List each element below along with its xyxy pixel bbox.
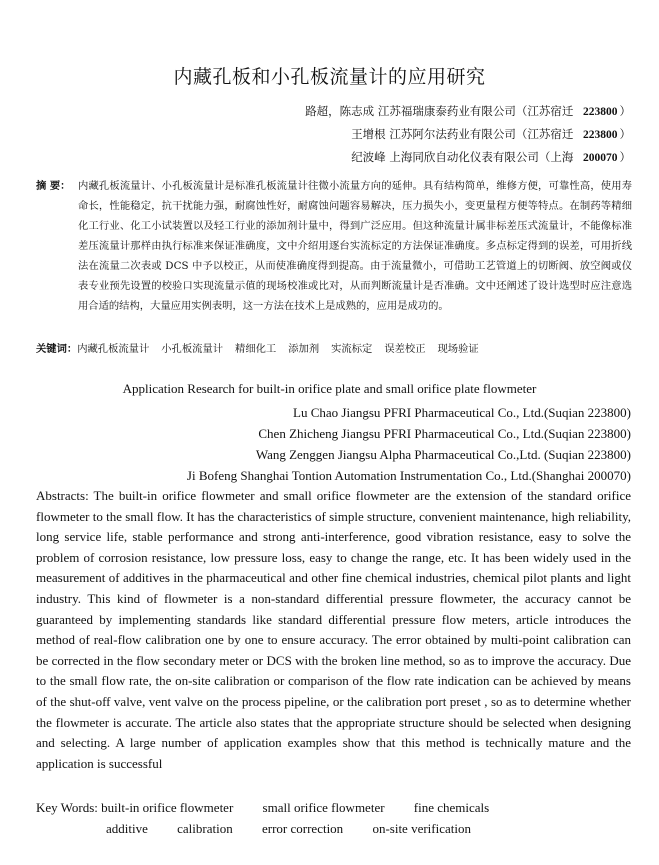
keyword: 添加剂 <box>288 343 320 355</box>
abstract-cn <box>36 176 632 316</box>
author-name: 路超，陈志成 <box>305 104 375 118</box>
abstract-en: Abstracts: The built-in orifice flowmeter and small orifice flowmeter are the extension of the standard orifice flowmeter to the small flow. It has the characteristics of simple structure, convenient maintenance, high reliability, long service life, stable performance and strong anti-interference, good vibration resistance, easy to solve the problem of corrosion resistance, low pressure loss, easy to change the range, etc. It has been widely used in the measurement of additives in the pharmaceutical and other fine chemical industries, chemical pilot plants and light industry. This kind of flowmeter is a non-standard differential pressure flowmeter, the accuracy cannot be guaranteed by implementing standards like standard differential pressure flow meters, article introduces the method of real-flow calibration one by one to ensure accuracy. The error obtained by multi-point calibration can be corrected in the flow secondary meter or DCS with the broken line method, so as to improve the accuracy. Due to the small flow rate, the on-site calibration or comparison of the flow rate indication can be achieved by means of the shut-off valve, vent valve on the process pipeline, or the calibration port preset , so as to determine whether the flowmeter is accurate. The article also states that the appropriate structure should be selected when designing and selecting. A large number of application examples show that this method is technically mature and the application is successful <box>36 488 631 771</box>
close-paren: ） <box>619 150 631 164</box>
keyword: 现场验证 <box>437 343 479 355</box>
authors-en <box>31 402 631 486</box>
author-name: 纪波峰 <box>351 150 386 164</box>
author-line-1 <box>31 100 631 123</box>
postal-code: 223800 <box>583 106 618 118</box>
author-name: 王增根 <box>351 127 386 141</box>
keyword: error correction <box>261 821 344 836</box>
authors-cn <box>31 100 631 169</box>
keyword: on-site verification <box>372 821 471 836</box>
keywords-en-row-1 <box>36 797 636 818</box>
keyword: small orifice flowmeter <box>262 800 385 815</box>
paper-title-cn: 内藏孔板和小孔板流量计的应用研究 <box>173 66 486 88</box>
author-line-2 <box>31 123 631 146</box>
paper-title-en: Application Research for built-in orifice plate and small orifice plate flowmeter <box>122 381 537 396</box>
close-paren: ） <box>619 104 631 118</box>
author-line-3 <box>31 146 631 169</box>
author-en-line: Wang Zenggen Jiangsu Alpha Pharmaceutical Co.,Ltd. (Suqian 223800) <box>255 447 631 462</box>
keyword: 小孔板流量计 <box>161 343 224 355</box>
abstract-cn-label: 摘 要： <box>36 180 71 192</box>
keywords-cn <box>36 339 636 359</box>
keywords-en-label: Key Words: <box>36 800 98 815</box>
author-affiliation: 江苏福瑞康泰药业有限公司（江苏宿迁 <box>377 104 574 118</box>
keyword: calibration <box>177 821 233 836</box>
author-affiliation: 江苏阿尔法药业有限公司（江苏宿迁 <box>389 127 574 141</box>
keyword: 实流标定 <box>331 343 373 355</box>
keyword: 精细化工 <box>235 343 277 355</box>
author-en-line: Chen Zhicheng Jiangsu PFRI Pharmaceutical Co., Ltd.(Suqian 223800) <box>258 426 631 441</box>
close-paren: ） <box>619 127 631 141</box>
author-affiliation: 上海同欣自动化仪表有限公司（上海 <box>389 150 574 164</box>
keyword: 误差校正 <box>384 343 426 355</box>
author-en-line: Lu Chao Jiangsu PFRI Pharmaceutical Co., Ltd.(Suqian 223800) <box>293 405 631 420</box>
abstract-cn-text: 内藏孔板流量计、小孔板流量计是标准孔板流量计往微小流量方向的延伸。具有结构简单，维修方便，可靠性高，使用寿命长，性能稳定，抗干扰能力强，耐腐蚀性好，耐腐蚀问题容易解决，压力损失小，变更量程方便等特点。在制药等精细化工行业、化工小试装置以及轻工行业的添加剂计量中，得到广泛应用。但这种流量计属非标差压式流量计，不能像标准差压流量计那样由执行标准来保证准确度，文中介绍用逐台实流标定的方法保证准确度。多点标定得到的误差，可用折线法在流量二次表或 DCS 中予以校正，从而使准确度得到提高。由于流量微小，可借助工艺管道上的切断阀、放空阀或仪表专业预先设置的校验口实现流量示值的现场校准或比对，从而判断流量计是否准确。文中还阐述了设计选型时应注意选用合适的结构，大量应用实例表明，这一方法在技术上是成熟的，应用是成功的。 <box>78 180 632 312</box>
keywords-en-row-2 <box>36 818 636 839</box>
author-en-line: Ji Bofeng Shanghai Tontion Automation Instrumentation Co., Ltd.(Shanghai 200070) <box>186 468 631 483</box>
keyword: fine chemicals <box>413 800 490 815</box>
keywords-en <box>36 797 636 839</box>
postal-code: 223800 <box>583 129 618 141</box>
keywords-cn-label: 关键词： <box>36 343 78 355</box>
keyword: 内藏孔板流量计 <box>77 343 150 355</box>
keyword: additive <box>106 821 148 836</box>
keyword: built-in orifice flowmeter <box>101 800 234 815</box>
postal-code: 200070 <box>583 152 618 164</box>
